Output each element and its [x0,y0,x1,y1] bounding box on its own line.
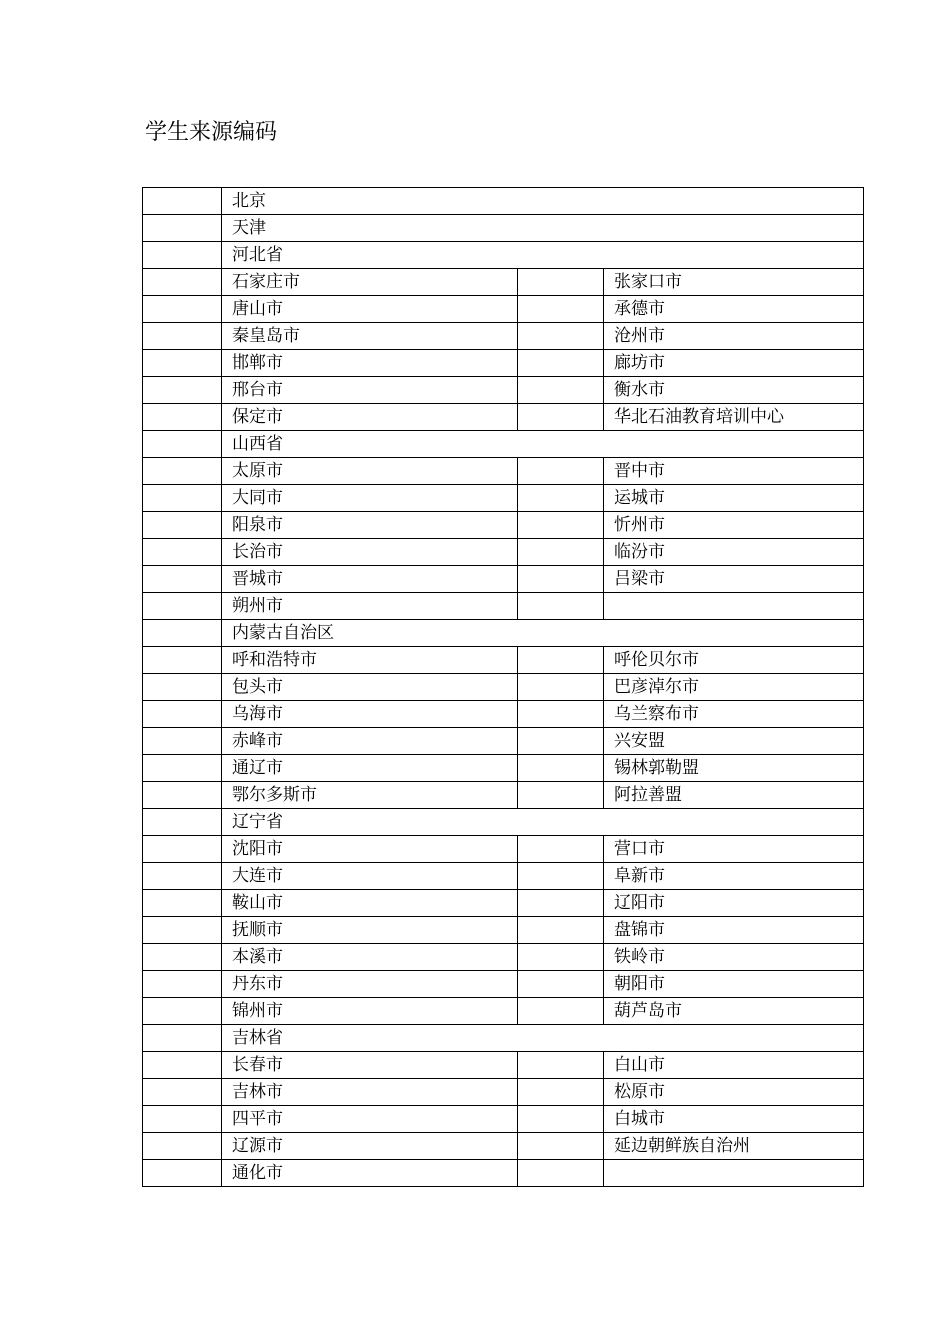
city-name-left: 阳泉市 [222,512,518,539]
code-cell [518,269,604,296]
code-cell [143,728,222,755]
city-row [143,782,864,809]
city-name-right: 张家口市 [604,269,864,296]
code-cell [143,782,222,809]
city-name-left: 沈阳市 [222,836,518,863]
code-cell [518,755,604,782]
code-cell [143,1160,222,1187]
code-cell [518,566,604,593]
city-name-left: 赤峰市 [222,728,518,755]
city-name-left: 邯郸市 [222,350,518,377]
code-cell [143,323,222,350]
city-row [143,755,864,782]
city-row [143,1160,864,1187]
city-row [143,323,864,350]
city-row [143,566,864,593]
code-cell [518,890,604,917]
city-row [143,701,864,728]
code-cell [143,836,222,863]
code-cell [143,377,222,404]
city-name-right: 锡林郭勒盟 [604,755,864,782]
code-cell [143,269,222,296]
city-name-left: 晋城市 [222,566,518,593]
city-name-right: 朝阳市 [604,971,864,998]
code-cell [518,512,604,539]
city-name-left: 锦州市 [222,998,518,1025]
city-row [143,917,864,944]
city-row [143,377,864,404]
code-cell [143,188,222,215]
source-code-table [142,187,864,1187]
code-cell [143,1133,222,1160]
city-name-left: 秦皇岛市 [222,323,518,350]
code-cell [143,242,222,269]
code-cell [143,917,222,944]
city-name-right [604,593,864,620]
city-name-right: 华北石油教育培训中心 [604,404,864,431]
code-cell [143,755,222,782]
code-cell [143,431,222,458]
province-name: 辽宁省 [222,809,864,836]
city-row [143,296,864,323]
city-name-left: 太原市 [222,458,518,485]
city-row [143,647,864,674]
code-cell [518,350,604,377]
code-cell [143,404,222,431]
code-cell [143,971,222,998]
city-name-left: 丹东市 [222,971,518,998]
city-row [143,674,864,701]
city-name-left: 大同市 [222,485,518,512]
city-name-right: 盘锦市 [604,917,864,944]
city-name-left: 长春市 [222,1052,518,1079]
code-cell [518,674,604,701]
code-cell [518,728,604,755]
city-name-left: 通辽市 [222,755,518,782]
code-cell [518,944,604,971]
city-name-left: 辽源市 [222,1133,518,1160]
city-name-left: 四平市 [222,1106,518,1133]
code-cell [143,350,222,377]
code-cell [518,998,604,1025]
city-name-right [604,1160,864,1187]
code-cell [143,458,222,485]
city-name-right: 运城市 [604,485,864,512]
city-name-right: 忻州市 [604,512,864,539]
province-row [143,242,864,269]
city-name-left: 吉林市 [222,1079,518,1106]
city-name-right: 晋中市 [604,458,864,485]
province-row [143,809,864,836]
city-name-right: 临汾市 [604,539,864,566]
city-name-right: 延边朝鲜族自治州 [604,1133,864,1160]
code-cell [518,701,604,728]
city-row [143,944,864,971]
code-cell [518,296,604,323]
city-name-left: 包头市 [222,674,518,701]
code-cell [143,998,222,1025]
city-name-left: 鄂尔多斯市 [222,782,518,809]
city-name-right: 乌兰察布市 [604,701,864,728]
city-name-right: 阜新市 [604,863,864,890]
province-row [143,1025,864,1052]
city-name-right: 铁岭市 [604,944,864,971]
code-cell [143,512,222,539]
city-row [143,1106,864,1133]
code-cell [518,971,604,998]
province-name: 山西省 [222,431,864,458]
code-cell [518,1106,604,1133]
city-name-left: 呼和浩特市 [222,647,518,674]
code-cell [518,539,604,566]
city-name-right: 阿拉善盟 [604,782,864,809]
code-cell [518,836,604,863]
code-cell [518,1133,604,1160]
city-row [143,728,864,755]
city-row [143,1052,864,1079]
city-row [143,485,864,512]
city-name-left: 本溪市 [222,944,518,971]
code-cell [143,620,222,647]
city-row [143,350,864,377]
city-name-right: 辽阳市 [604,890,864,917]
code-cell [518,485,604,512]
province-row [143,431,864,458]
city-row [143,890,864,917]
city-row [143,836,864,863]
code-cell [143,485,222,512]
city-name-right: 沧州市 [604,323,864,350]
province-name: 天津 [222,215,864,242]
city-name-right: 衡水市 [604,377,864,404]
city-name-right: 巴彦淖尔市 [604,674,864,701]
code-cell [518,323,604,350]
city-name-left: 抚顺市 [222,917,518,944]
city-row [143,269,864,296]
code-cell [143,1106,222,1133]
code-cell [143,593,222,620]
code-cell [143,890,222,917]
city-row [143,512,864,539]
code-cell [143,296,222,323]
city-name-left: 保定市 [222,404,518,431]
province-name: 河北省 [222,242,864,269]
code-cell [518,377,604,404]
city-name-right: 白山市 [604,1052,864,1079]
city-name-right: 兴安盟 [604,728,864,755]
code-cell [518,593,604,620]
code-cell [143,215,222,242]
city-name-left: 长治市 [222,539,518,566]
code-cell [518,782,604,809]
city-row [143,1079,864,1106]
code-cell [518,1160,604,1187]
city-name-left: 石家庄市 [222,269,518,296]
city-name-right: 葫芦岛市 [604,998,864,1025]
province-name: 北京 [222,188,864,215]
table-body [143,188,864,1187]
code-cell [143,701,222,728]
city-name-left: 大连市 [222,863,518,890]
code-cell [143,647,222,674]
province-name: 内蒙古自治区 [222,620,864,647]
city-row [143,971,864,998]
city-name-left: 通化市 [222,1160,518,1187]
code-cell [518,458,604,485]
page-title: 学生来源编码 [145,120,278,145]
city-name-left: 鞍山市 [222,890,518,917]
code-cell [143,1025,222,1052]
city-name-left: 乌海市 [222,701,518,728]
city-name-right: 吕梁市 [604,566,864,593]
city-row [143,1133,864,1160]
code-cell [143,674,222,701]
code-cell [143,944,222,971]
code-cell [143,566,222,593]
code-cell [518,647,604,674]
city-row [143,998,864,1025]
city-name-left: 邢台市 [222,377,518,404]
city-name-left: 唐山市 [222,296,518,323]
code-cell [518,917,604,944]
code-cell [518,1052,604,1079]
code-cell [143,863,222,890]
city-row [143,404,864,431]
code-cell [143,539,222,566]
code-cell [143,1052,222,1079]
code-cell [518,863,604,890]
city-row [143,539,864,566]
city-row [143,863,864,890]
city-name-left: 朔州市 [222,593,518,620]
city-name-right: 营口市 [604,836,864,863]
code-cell [518,1079,604,1106]
province-row [143,620,864,647]
province-name: 吉林省 [222,1025,864,1052]
code-cell [518,404,604,431]
city-name-right: 白城市 [604,1106,864,1133]
city-row [143,458,864,485]
city-name-right: 呼伦贝尔市 [604,647,864,674]
province-row [143,215,864,242]
code-cell [143,1079,222,1106]
city-name-right: 承德市 [604,296,864,323]
city-row [143,593,864,620]
code-cell [143,809,222,836]
city-name-right: 松原市 [604,1079,864,1106]
city-name-right: 廊坊市 [604,350,864,377]
province-row [143,188,864,215]
